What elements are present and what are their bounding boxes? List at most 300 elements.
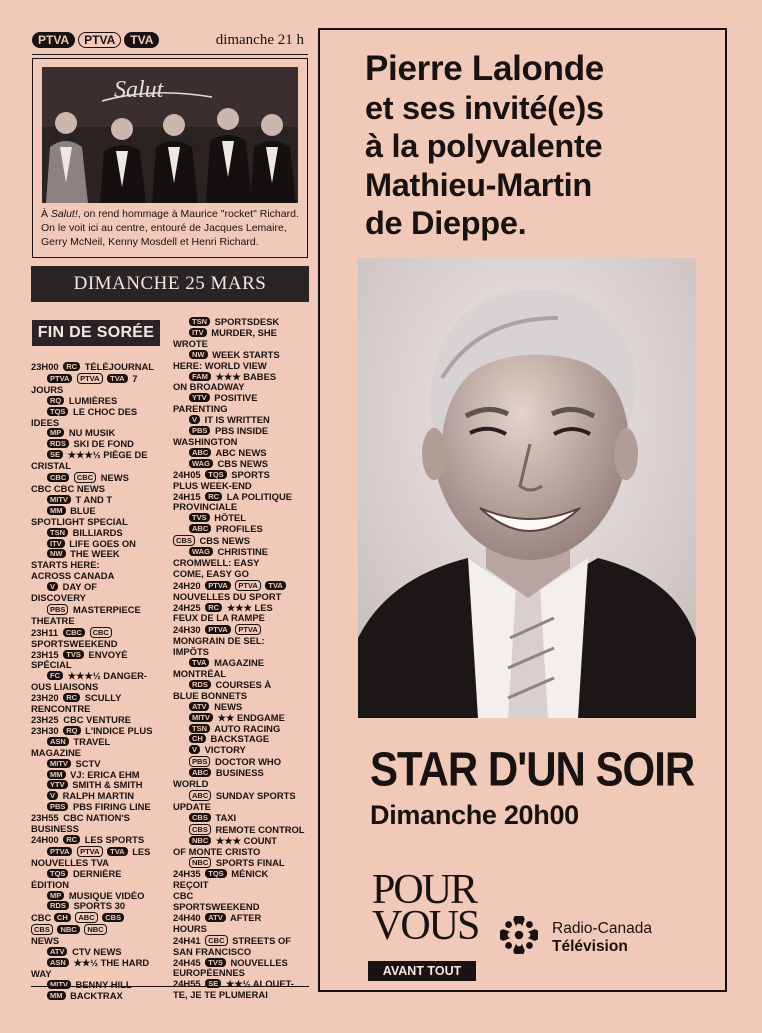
listing-line <box>173 492 311 503</box>
listing-text: COME, EASY GO <box>173 568 249 579</box>
listing-line <box>31 958 167 969</box>
channel-badge: MP <box>47 428 64 437</box>
listing-line <box>31 748 167 759</box>
listing-text: STARTS HERE: <box>31 560 100 571</box>
listing-text: IT IS WRITTEN <box>204 415 270 426</box>
listing-line <box>31 912 167 924</box>
listing-line <box>173 745 311 756</box>
listing-line <box>31 671 167 682</box>
listing-line <box>31 484 167 495</box>
listing-line <box>173 580 311 592</box>
channel-badge: YTV <box>47 780 68 789</box>
listing-text: SUNDAY SPORTS <box>215 789 296 801</box>
listing-line <box>173 372 311 383</box>
listing-line <box>31 791 167 802</box>
listing-text: NOUVELLES <box>230 957 288 968</box>
listing-text: SPORTSWEEKEND <box>173 902 260 913</box>
listing-line <box>173 924 311 935</box>
listing-line <box>173 680 311 691</box>
listing-line <box>31 726 167 737</box>
listing-text: BUSINESS <box>215 768 264 779</box>
channel-badge: CH <box>54 913 71 922</box>
listing-text: 7 <box>132 372 138 384</box>
listing-line <box>31 682 167 693</box>
listing-line <box>173 824 311 836</box>
channel-badge: SE <box>47 450 63 459</box>
listing-line <box>173 724 311 735</box>
listing-time: 24H41 <box>173 934 201 946</box>
listing-text: JOURS <box>31 384 64 395</box>
broadcaster-line: Radio-Canada <box>552 920 652 937</box>
listing-line <box>31 604 167 616</box>
channel-badge-outline: NBC <box>189 857 211 868</box>
listing-line <box>31 528 167 539</box>
listing-time: 24H00 <box>31 834 59 845</box>
listing-text: ★★½ ALOUET- <box>225 979 294 990</box>
channel-badge: NBC <box>57 925 79 934</box>
listing-line <box>31 495 167 506</box>
listing-line <box>31 660 167 671</box>
listing-text: SMITH & SMITH <box>72 780 143 791</box>
listing-text: ★★★ BABES <box>215 371 277 382</box>
listing-time: 23H30 <box>31 725 59 736</box>
listing-line <box>31 362 167 373</box>
listing-line <box>31 582 167 593</box>
listing-text: MONGRAIN DE SEL: <box>173 636 265 647</box>
listing-text: MURDER, SHE <box>211 327 277 338</box>
channel-badge: RDS <box>189 680 211 689</box>
listing-day-time: dimanche 21 h <box>215 32 304 48</box>
listing-text: CBC VENTURE <box>63 715 131 725</box>
channel-badge-outline: PTVA <box>77 373 102 384</box>
channel-badge: FAM <box>189 372 211 381</box>
channel-badge: NW <box>189 350 208 359</box>
listing-text: FEUX DE LA RAMPE <box>173 613 265 624</box>
listing-line <box>31 759 167 770</box>
channel-badge: ASN <box>47 958 69 967</box>
listing-text: ★★★½ DANGER- <box>67 671 147 682</box>
listing-text: SPORTS FINAL <box>215 857 285 869</box>
listing-line <box>31 901 167 912</box>
listing-line <box>173 891 311 902</box>
listing-text: PARENTING <box>173 404 228 415</box>
channel-badge: ABC <box>189 448 211 457</box>
listing-time: 23H15 <box>31 649 59 660</box>
listing-line <box>31 846 167 858</box>
channel-badge: RQ <box>47 396 64 405</box>
listing-text: MUSIQUE VIDÉO <box>68 890 145 901</box>
listing-line <box>31 407 167 418</box>
listing-line <box>173 636 311 647</box>
listing-line <box>173 702 311 713</box>
listing-text: CROMWELL: EASY <box>173 557 260 568</box>
listing-text: BILLIARDS <box>72 527 123 538</box>
listing-line <box>173 569 311 580</box>
listing-text: MONTRÉAL <box>173 669 227 679</box>
listing-text: LA POLITIQUE <box>226 491 292 502</box>
listing-line <box>31 461 167 472</box>
channel-badge: TVA <box>107 847 127 856</box>
listing-text: IMPÔTS <box>173 647 209 658</box>
section-title: FIN DE SORÉE <box>32 320 160 346</box>
listing-text: WORLD <box>173 779 209 790</box>
bottom-rule <box>31 986 309 987</box>
listings-column-1 <box>31 362 167 1002</box>
listing-text: TE, JE TE PLUMERAI <box>173 990 268 1001</box>
listing-text: BLUE BONNETS <box>173 690 247 701</box>
channel-badge: TSN <box>47 528 68 537</box>
channel-badge: TQS <box>47 869 68 878</box>
listing-line <box>31 969 167 980</box>
listing-time: 23H00 <box>31 362 59 372</box>
listing-line <box>31 439 167 450</box>
listing-line <box>31 802 167 813</box>
listing-text: SPORTS <box>231 469 270 480</box>
channel-badge: ASN <box>47 737 69 746</box>
caption-show-name: Salut! <box>50 208 78 220</box>
listing-line <box>31 396 167 407</box>
listing-line <box>173 524 311 535</box>
listing-text: RENCONTRE <box>31 704 91 715</box>
channel-badge-outline: CBS <box>189 824 211 835</box>
listing-text: ★★★ LES <box>226 602 273 613</box>
listing-text: CBC NATION'S <box>63 813 130 824</box>
channel-badge: PTVA <box>205 625 230 634</box>
listing-text: WASHINGTON <box>173 436 238 447</box>
listing-time: 24H55 <box>173 979 201 990</box>
listing-line <box>31 549 167 560</box>
channel-badge: PTVA <box>205 581 230 590</box>
listing-line <box>31 824 167 835</box>
listing-text: ★★★ COUNT <box>215 835 278 846</box>
listing-text: SPORTS 30 <box>73 901 126 912</box>
listing-line <box>173 339 311 350</box>
listing-line <box>31 418 167 429</box>
listing-text: ★★★½ PIÈGE DE <box>67 450 148 461</box>
channel-badge: CBC <box>63 628 85 637</box>
listing-time: 23H20 <box>31 693 59 704</box>
network-badge-ptva-outline: PTVA <box>78 32 121 48</box>
channel-badge-outline: CBS <box>31 924 53 935</box>
listing-text: NOUVELLES DU SPORT <box>173 591 282 602</box>
logo-tagline: AVANT TOUT <box>368 961 476 981</box>
listing-text: TÉLÉJOURNAL <box>84 362 154 372</box>
channel-badge: TVS <box>189 513 210 522</box>
listing-text: NEWS <box>214 701 243 712</box>
listing-text: CRISTAL <box>31 461 71 472</box>
logo-line: POUR <box>372 867 477 913</box>
listing-line <box>173 470 311 481</box>
listing-line <box>173 317 311 328</box>
listing-line <box>31 947 167 958</box>
listing-text: MAGAZINE <box>31 747 81 758</box>
listing-line <box>173 603 311 614</box>
channel-badge: V <box>189 745 200 754</box>
listing-line <box>173 734 311 745</box>
listing-text: ON BROADWAY <box>173 382 245 393</box>
listing-line <box>173 847 311 858</box>
headline-line: et ses invité(e)s <box>365 89 604 126</box>
listing-line <box>31 472 167 484</box>
listing-line <box>31 373 167 385</box>
channel-badge: TQS <box>47 407 68 416</box>
listing-line <box>173 802 311 813</box>
listing-text: TRAVEL <box>73 736 111 747</box>
listing-text: MÉNICK <box>231 869 269 880</box>
channel-badge: WAG <box>189 547 213 556</box>
listing-line <box>173 502 311 513</box>
listing-line <box>31 639 167 650</box>
listing-line <box>31 936 167 947</box>
listing-line <box>173 947 311 958</box>
headline-line: Mathieu-Martin <box>365 166 592 203</box>
channel-badge-outline: CBS <box>173 535 195 546</box>
network-badge-tva: TVA <box>124 32 159 48</box>
listing-text: MAGAZINE <box>214 658 265 669</box>
listing-text: CBS NEWS <box>217 458 269 469</box>
listing-time: 24H35 <box>173 869 201 880</box>
listing-line <box>173 857 311 869</box>
listing-line <box>31 813 167 824</box>
listing-line <box>173 647 311 658</box>
listing-line <box>31 571 167 582</box>
listing-text: EUROPÉENNES <box>173 968 245 979</box>
channel-badge: TQS <box>205 869 226 878</box>
listing-text: PROVINCIALE <box>173 502 238 513</box>
listing-text: SPORTSWEEKEND <box>31 638 118 649</box>
listing-text: SPOTLIGHT SPECIAL <box>31 516 128 527</box>
listing-text: SAN FRANCISCO <box>173 946 252 957</box>
listing-text: MASTERPIECE <box>73 603 141 615</box>
listing-line <box>31 539 167 550</box>
listing-line <box>173 979 311 990</box>
channel-badge: ATV <box>47 947 67 956</box>
broadcaster-name <box>552 920 652 956</box>
listing-text: CBC CBC NEWS <box>31 483 105 494</box>
listing-text: COURSES À <box>215 679 272 690</box>
listing-line <box>173 547 311 558</box>
listing-line <box>31 593 167 604</box>
listing-text: STREETS OF <box>232 934 291 946</box>
host-portrait <box>358 258 696 718</box>
listing-line <box>31 517 167 528</box>
channel-badge: NBC <box>189 836 211 845</box>
listing-line <box>173 869 311 880</box>
channel-badge: CBS <box>102 913 124 922</box>
channel-badge: WAG <box>189 459 213 468</box>
listing-line <box>31 650 167 661</box>
listing-header <box>32 28 308 55</box>
listing-text: IDEES <box>31 417 60 428</box>
listing-line <box>173 913 311 924</box>
channel-badge: V <box>47 582 58 591</box>
photo-feature <box>32 58 308 258</box>
channel-badge: FC <box>47 671 63 680</box>
listings-column-2 <box>173 317 311 1001</box>
channel-badge: ABC <box>189 768 211 777</box>
channel-badge: ITV <box>47 539 65 548</box>
channel-badge: RDS <box>47 439 69 448</box>
channel-badge: MITV <box>47 980 71 989</box>
channel-badge: TVA <box>107 374 127 383</box>
listing-text: T AND T <box>75 494 113 505</box>
listing-line <box>31 616 167 627</box>
listing-text: BENNY HILL <box>75 979 132 990</box>
channel-badge: MP <box>47 891 64 900</box>
listing-line <box>173 880 311 891</box>
listing-time: 24H25 <box>173 602 201 613</box>
channel-badge: RC <box>63 693 80 702</box>
listing-line <box>173 361 311 372</box>
listing-line <box>173 935 311 947</box>
listing-text: L'INDICE PLUS <box>85 725 153 736</box>
listing-text: CBS NEWS <box>199 535 250 547</box>
channel-badge-outline: CBC <box>74 472 96 483</box>
channel-badge: RC <box>205 492 222 501</box>
listing-text: HOURS <box>173 923 207 934</box>
photo-caption: À Salut!, on rend hommage à Maurice "rocket" Richard. On le voit ici au centre, entouré de Jacques Lemaire, Gerry McNeil, Kenny Mosdell et Henri Richard. <box>41 208 299 248</box>
listing-line <box>173 393 311 404</box>
headline-line: Pierre Lalonde <box>365 49 604 88</box>
salut-sign-text: Salut <box>114 77 164 103</box>
channel-badge: ATV <box>205 913 225 922</box>
channel-badge: RDS <box>47 901 69 910</box>
listing-text: HERE: WORLD VIEW <box>173 360 267 371</box>
listing-text: VJ: ERICA EHM <box>70 769 140 780</box>
channel-badge: TVS <box>63 650 84 659</box>
listing-text: DAY OF <box>62 582 98 593</box>
listing-text: LES SPORTS <box>84 834 145 845</box>
channel-badge: ABC <box>189 524 211 533</box>
listing-time: 24H20 <box>173 579 201 591</box>
channel-badge-outline: PTVA <box>77 846 102 857</box>
listing-text: THEATRE <box>31 615 75 626</box>
listing-line <box>173 415 311 426</box>
listing-line <box>173 990 311 1001</box>
listing-line <box>173 624 311 636</box>
network-badge-ptva: PTVA <box>32 32 75 48</box>
listing-line <box>173 382 311 393</box>
listing-line <box>173 779 311 790</box>
channel-badge: TVA <box>189 658 209 667</box>
listing-text: SCTV <box>75 758 101 769</box>
listing-text: BACKTRAX <box>70 990 123 1001</box>
listing-text: LIFE GOES ON <box>69 538 136 549</box>
listing-text: NU MUSIK <box>68 428 116 439</box>
listing-text: OF MONTE CRISTO <box>173 846 261 857</box>
channel-badge: ITV <box>189 328 207 337</box>
listing-text: WEEK STARTS <box>212 349 280 360</box>
listing-time: 23H25 <box>31 715 59 725</box>
pour-vous-logo <box>372 867 482 949</box>
channel-badge: CH <box>189 734 206 743</box>
listing-line <box>173 328 311 339</box>
listing-line <box>173 459 311 470</box>
listing-line <box>173 513 311 524</box>
channel-badge-outline: PBS <box>47 604 68 615</box>
listing-line <box>31 991 167 1002</box>
listing-text: BLUE <box>70 505 96 516</box>
headline-line: de Dieppe. <box>365 205 527 241</box>
listing-text: NEWS <box>100 472 129 484</box>
channel-badge: NW <box>47 549 66 558</box>
listing-line <box>173 713 311 724</box>
channel-badge: TSN <box>189 724 210 733</box>
listing-line <box>173 691 311 702</box>
listing-line <box>31 869 167 880</box>
listing-line <box>173 836 311 847</box>
channel-badge: V <box>47 791 58 800</box>
channel-badge-outline: NBC <box>84 924 106 935</box>
listing-line <box>173 968 311 979</box>
listing-line <box>31 780 167 791</box>
listing-text: DISCOVERY <box>31 593 86 604</box>
listing-text: CBC <box>31 912 52 924</box>
listing-time: 24H40 <box>173 912 201 923</box>
listing-text: THE WEEK <box>70 549 120 560</box>
listing-line <box>31 880 167 891</box>
listing-text: ★★½ THE HARD <box>73 957 150 968</box>
listing-line <box>173 350 311 361</box>
listing-text: REÇOIT <box>173 880 209 891</box>
listing-text: TAXI <box>215 812 237 823</box>
listing-text: ÉDITION <box>31 879 70 890</box>
listing-line <box>31 560 167 571</box>
listing-text: ★★ ENDGAME <box>217 712 285 723</box>
advertisement <box>318 28 727 992</box>
channel-badge: MM <box>47 506 66 515</box>
channel-badge: TVA <box>265 581 285 590</box>
listing-text: SPÉCIAL <box>31 660 72 671</box>
channel-badge: CBS <box>189 813 211 822</box>
channel-badge: PTVA <box>47 847 72 856</box>
listing-time: 24H15 <box>173 491 201 502</box>
channel-badge: ATV <box>189 702 209 711</box>
listing-text: AUTO RACING <box>214 723 281 734</box>
listing-text: SCULLY <box>84 693 122 704</box>
listing-time: 24H05 <box>173 469 201 480</box>
listing-text: CBC <box>173 891 194 902</box>
listing-line <box>31 506 167 517</box>
listing-line <box>173 448 311 459</box>
listing-line <box>173 404 311 415</box>
radio-canada-gem-icon <box>500 916 538 954</box>
listing-text: CHRISTINE <box>217 547 269 558</box>
listing-text: PBS INSIDE <box>215 426 269 437</box>
listing-line <box>31 924 167 936</box>
channel-badge: MITV <box>47 759 71 768</box>
channel-badge: TVS <box>205 958 226 967</box>
listing-line <box>31 858 167 869</box>
channel-badge: RC <box>63 362 80 371</box>
listing-time: 24H45 <box>173 957 201 968</box>
channel-badge-outline: ABC <box>75 912 97 923</box>
listing-text: HÔTEL <box>214 513 246 524</box>
listing-text: LES <box>132 845 151 857</box>
channel-badge: MM <box>47 770 66 779</box>
listing-time: 23H55 <box>31 813 59 824</box>
date-banner: DIMANCHE 25 MARS <box>31 266 309 302</box>
show-title: STAR D'UN SOIR <box>370 742 695 797</box>
channel-badge-outline: CBC <box>205 935 227 946</box>
listing-line <box>173 558 311 569</box>
logo-line: VOUS <box>372 903 479 949</box>
ad-headline <box>365 50 715 243</box>
channel-badge-outline: ABC <box>189 790 211 801</box>
listing-text: AFTER <box>229 912 262 923</box>
listing-text: POSITIVE <box>214 393 258 404</box>
channel-badge: RC <box>205 603 222 612</box>
